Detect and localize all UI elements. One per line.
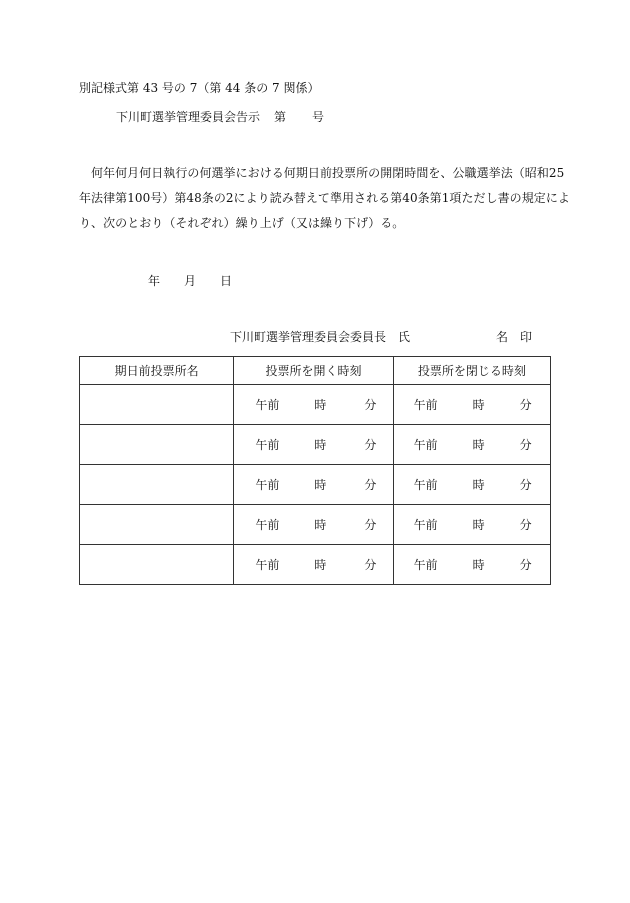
open-minute-label: 分 (364, 438, 377, 452)
signature-honorific: 氏 (398, 330, 411, 344)
notice-issuer: 下川町選挙管理委員会告示 (116, 110, 261, 124)
date-day: 日 (220, 274, 233, 288)
body-text-line-1: 何年何月何日執行の何選挙における何期日前投票所の開閉時間を、公職選挙法（昭和25 (91, 166, 565, 180)
notice-title (116, 108, 324, 125)
date-month: 月 (184, 274, 197, 288)
open-hour-label: 時 (314, 518, 327, 532)
open-ampm: 午前 (255, 478, 280, 492)
close-ampm: 午前 (413, 398, 438, 412)
close-minute-label: 分 (519, 558, 532, 572)
date-year: 年 (148, 274, 161, 288)
close-minute-label: 分 (519, 438, 532, 452)
open-time-cell[interactable] (234, 425, 393, 465)
table-row (80, 505, 551, 545)
open-ampm: 午前 (255, 558, 280, 572)
table-row (80, 465, 551, 505)
close-ampm: 午前 (413, 478, 438, 492)
table-row (80, 545, 551, 585)
date-line (148, 272, 232, 289)
close-ampm: 午前 (413, 558, 438, 572)
open-ampm: 午前 (255, 438, 280, 452)
notice-number-suffix: 号 (312, 110, 325, 124)
location-name-cell[interactable] (80, 545, 234, 585)
notice-number-prefix: 第 (274, 110, 287, 124)
close-time-cell[interactable] (393, 505, 550, 545)
open-minute-label: 分 (364, 398, 377, 412)
close-hour-label: 時 (472, 558, 485, 572)
seal-mark: 印 (520, 330, 533, 344)
location-name-cell[interactable] (80, 385, 234, 425)
open-time-cell[interactable] (234, 505, 393, 545)
schedule-table (79, 356, 551, 585)
signature-name-label: 名 (496, 330, 509, 344)
close-hour-label: 時 (472, 438, 485, 452)
open-hour-label: 時 (314, 438, 327, 452)
location-name-cell[interactable] (80, 465, 234, 505)
open-ampm: 午前 (255, 518, 280, 532)
body-text-line-3: り、次のとおり（それぞれ）繰り上げ（又は繰り下げ）る。 (79, 216, 405, 230)
location-name-cell[interactable] (80, 425, 234, 465)
open-hour-label: 時 (314, 398, 327, 412)
close-ampm: 午前 (413, 438, 438, 452)
open-ampm: 午前 (255, 398, 280, 412)
body-text-line-2: 年法律第100号）第48条の2により読み替えて準用される第40条第1項ただし書の規定によ (79, 191, 570, 205)
open-minute-label: 分 (364, 478, 377, 492)
form-label: 別記様式第 43 号の 7（第 44 条の 7 関係） (79, 81, 320, 95)
open-minute-label: 分 (364, 518, 377, 532)
open-minute-label: 分 (364, 558, 377, 572)
open-time-cell[interactable] (234, 465, 393, 505)
open-hour-label: 時 (314, 558, 327, 572)
open-time-cell[interactable] (234, 385, 393, 425)
close-ampm: 午前 (413, 518, 438, 532)
open-hour-label: 時 (314, 478, 327, 492)
close-time-cell[interactable] (393, 425, 550, 465)
table-row (80, 425, 551, 465)
close-time-cell[interactable] (393, 545, 550, 585)
signature-title: 下川町選挙管理委員会委員長 (230, 330, 387, 344)
header-open-time: 投票所を開く時刻 (234, 357, 393, 385)
table-header-row (80, 357, 551, 385)
close-time-cell[interactable] (393, 385, 550, 425)
location-name-cell[interactable] (80, 505, 234, 545)
open-time-cell[interactable] (234, 545, 393, 585)
close-hour-label: 時 (472, 518, 485, 532)
header-close-time: 投票所を閉じる時刻 (393, 357, 550, 385)
close-minute-label: 分 (519, 518, 532, 532)
signature-line (230, 328, 532, 345)
close-hour-label: 時 (472, 398, 485, 412)
close-minute-label: 分 (519, 398, 532, 412)
close-minute-label: 分 (519, 478, 532, 492)
close-hour-label: 時 (472, 478, 485, 492)
table-row (80, 385, 551, 425)
header-location-name: 期日前投票所名 (80, 357, 234, 385)
close-time-cell[interactable] (393, 465, 550, 505)
